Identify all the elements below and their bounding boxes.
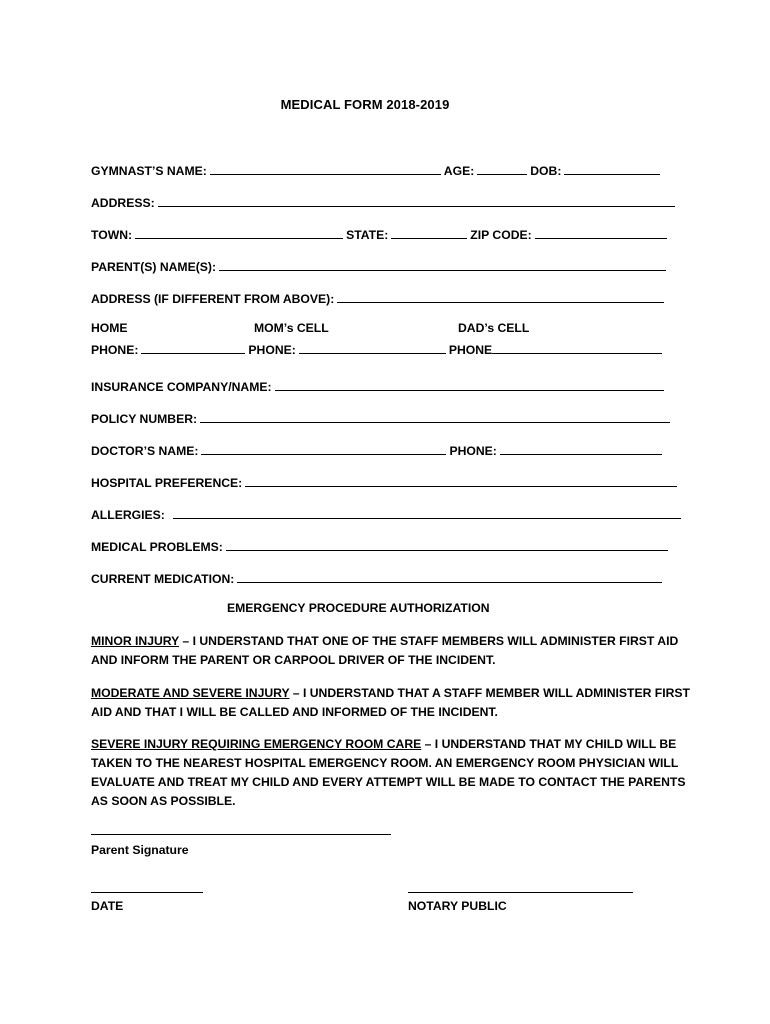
severe-injury-text: – I UNDERSTAND THAT MY CHILD WILL BE TAKEN TO THE NEAREST HOSPITAL EMERGENCY ROOM. AN EMERGENCY ROOM PHYSICIAN WILL EVALUATE AND TREAT MY CHILD AND EVERY ATTEMPT WILL BE MADE TO CONTACT THE PARENTS AS SOON AS POSSIBLE. xyxy=(91,737,686,808)
row-medical-problems xyxy=(91,538,671,554)
moms-cell-heading: MOM’s CELL xyxy=(254,321,329,335)
current-medication-line[interactable] xyxy=(237,570,662,583)
mom-phone-label: PHONE: xyxy=(248,343,296,357)
row-doctor xyxy=(91,442,665,458)
gymnast-name-line[interactable] xyxy=(210,162,441,175)
age-label: AGE: xyxy=(443,164,475,178)
moderate-injury-paragraph xyxy=(91,684,691,722)
severe-injury-paragraph xyxy=(91,735,691,811)
parents-names-line[interactable] xyxy=(219,258,666,271)
allergies-label: ALLERGIES: xyxy=(91,508,165,522)
row-gymnast xyxy=(91,162,663,178)
address-alt-line[interactable] xyxy=(337,290,664,303)
moderate-injury-title: MODERATE AND SEVERE INJURY xyxy=(91,686,290,700)
form-title: MEDICAL FORM 2018-2019 xyxy=(280,97,450,112)
address-alt-label: ADDRESS (IF DIFFERENT FROM ABOVE): xyxy=(91,292,335,306)
row-town xyxy=(91,226,670,242)
home-phone-label: PHONE: xyxy=(91,343,139,357)
moderate-injury-text: – I UNDERSTAND THAT A STAFF MEMBER WILL ADMINISTER FIRST AID AND THAT I WILL BE CALLED AND INFORMED OF THE INCIDENT. xyxy=(91,686,691,719)
zip-line[interactable] xyxy=(535,226,667,239)
date-line[interactable] xyxy=(91,892,203,893)
row-address-alt xyxy=(91,290,667,306)
parent-signature-label: Parent Signature xyxy=(91,843,189,857)
doctor-label: DOCTOR’S NAME: xyxy=(91,444,199,458)
emergency-heading: EMERGENCY PROCEDURE AUTHORIZATION xyxy=(227,601,490,615)
age-line[interactable] xyxy=(477,162,527,175)
parents-names-label: PARENT(S) NAME(S): xyxy=(91,260,217,274)
row-address xyxy=(91,194,678,210)
medical-problems-line[interactable] xyxy=(226,538,668,551)
dad-phone-label: PHONE xyxy=(448,343,493,357)
town-label: TOWN: xyxy=(91,228,133,242)
hospital-label: HOSPITAL PREFERENCE: xyxy=(91,476,243,490)
doctor-phone-label: PHONE: xyxy=(449,444,497,458)
minor-injury-text: – I UNDERSTAND THAT ONE OF THE STAFF MEMBERS WILL ADMINISTER FIRST AID AND INFORM THE PARENT OR CARPOOL DRIVER OF THE INCIDENT. xyxy=(91,634,679,667)
date-label: DATE xyxy=(91,899,124,913)
severe-injury-title: SEVERE INJURY REQUIRING EMERGENCY ROOM CARE xyxy=(91,737,422,751)
mom-phone-line[interactable] xyxy=(299,341,446,354)
dob-line[interactable] xyxy=(564,162,660,175)
doctor-line[interactable] xyxy=(201,442,446,455)
insurance-line[interactable] xyxy=(275,378,664,391)
doctor-phone-line[interactable] xyxy=(500,442,662,455)
address-line[interactable] xyxy=(158,194,675,207)
notary-label: NOTARY PUBLIC xyxy=(408,899,507,913)
row-policy xyxy=(91,410,673,426)
dob-label: DOB: xyxy=(530,164,562,178)
row-insurance xyxy=(91,378,667,394)
medical-problems-label: MEDICAL PROBLEMS: xyxy=(91,540,223,554)
policy-line[interactable] xyxy=(200,410,670,423)
insurance-label: INSURANCE COMPANY/NAME: xyxy=(91,380,272,394)
minor-injury-paragraph xyxy=(91,632,691,670)
row-parents xyxy=(91,258,669,274)
allergies-line[interactable] xyxy=(173,506,681,519)
zip-label: ZIP CODE: xyxy=(470,228,532,242)
policy-label: POLICY NUMBER: xyxy=(91,412,198,426)
home-phone-line[interactable] xyxy=(141,341,245,354)
dads-cell-heading: DAD’s CELL xyxy=(458,321,530,335)
row-current-medication xyxy=(91,570,665,586)
address-label: ADDRESS: xyxy=(91,196,155,210)
current-medication-label: CURRENT MEDICATION: xyxy=(91,572,235,586)
row-hospital xyxy=(91,474,680,490)
state-label: STATE: xyxy=(346,228,389,242)
state-line[interactable] xyxy=(391,226,467,239)
town-line[interactable] xyxy=(135,226,343,239)
dad-phone-line[interactable] xyxy=(492,341,662,354)
minor-injury-title: MINOR INJURY xyxy=(91,634,180,648)
row-allergies xyxy=(91,506,684,522)
gymnast-name-label: GYMNAST’S NAME: xyxy=(91,164,207,178)
row-phones xyxy=(91,341,665,357)
home-heading: HOME xyxy=(91,321,128,335)
notary-line[interactable] xyxy=(408,892,633,893)
parent-signature-line[interactable] xyxy=(91,834,391,835)
hospital-line[interactable] xyxy=(245,474,677,487)
